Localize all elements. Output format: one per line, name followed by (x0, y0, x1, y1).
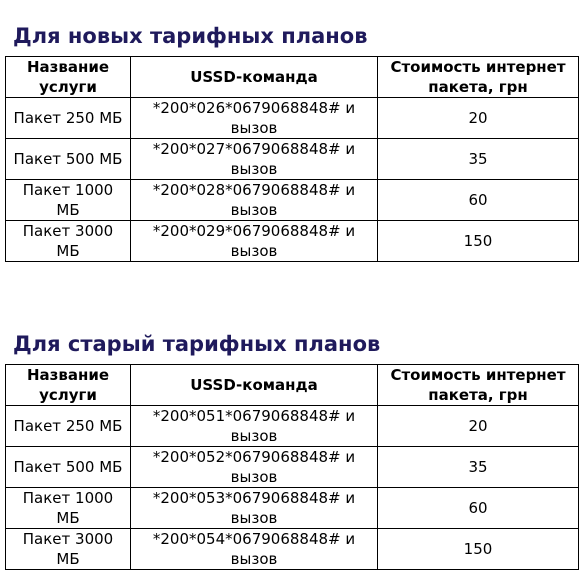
table-row (6, 98, 579, 139)
header-ussd: USSD-команда (131, 57, 378, 98)
cell-price: 150 (378, 529, 579, 570)
cell-ussd: *200*051*0679068848# и вызов (131, 406, 378, 447)
cell-ussd: *200*027*0679068848# и вызов (131, 139, 378, 180)
cell-ussd: *200*052*0679068848# и вызов (131, 447, 378, 488)
cell-price: 35 (378, 139, 579, 180)
section-title: Для новых тарифных планов (13, 24, 368, 48)
header-price: Стоимость интернет пакета, грн (378, 57, 579, 98)
table-row (6, 529, 579, 570)
cell-ussd: *200*053*0679068848# и вызов (131, 488, 378, 529)
section-title: Для старый тарифных планов (13, 332, 381, 356)
cell-price: 150 (378, 221, 579, 262)
table-row (6, 488, 579, 529)
cell-ussd: *200*026*0679068848# и вызов (131, 98, 378, 139)
table-row (6, 180, 579, 221)
cell-ussd: *200*054*0679068848# и вызов (131, 529, 378, 570)
header-price: Стоимость интернет пакета, грн (378, 365, 579, 406)
cell-ussd: *200*029*0679068848# и вызов (131, 221, 378, 262)
cell-service: Пакет 3000 МБ (6, 221, 131, 262)
header-service: Название услуги (6, 57, 131, 98)
cell-service: Пакет 250 МБ (6, 98, 131, 139)
tariff-table-old (5, 364, 579, 570)
table-row (6, 221, 579, 262)
table-row (6, 406, 579, 447)
table-row (6, 447, 579, 488)
tariff-table-new (5, 56, 579, 262)
cell-ussd: *200*028*0679068848# и вызов (131, 180, 378, 221)
cell-price: 20 (378, 406, 579, 447)
cell-price: 60 (378, 180, 579, 221)
cell-service: Пакет 1000 МБ (6, 488, 131, 529)
table-row (6, 139, 579, 180)
cell-service: Пакет 3000 МБ (6, 529, 131, 570)
cell-service: Пакет 500 МБ (6, 139, 131, 180)
cell-price: 35 (378, 447, 579, 488)
table-header-row (6, 57, 579, 98)
header-service: Название услуги (6, 365, 131, 406)
cell-service: Пакет 1000 МБ (6, 180, 131, 221)
cell-service: Пакет 250 МБ (6, 406, 131, 447)
header-ussd: USSD-команда (131, 365, 378, 406)
cell-service: Пакет 500 МБ (6, 447, 131, 488)
table-header-row (6, 365, 579, 406)
cell-price: 60 (378, 488, 579, 529)
cell-price: 20 (378, 98, 579, 139)
